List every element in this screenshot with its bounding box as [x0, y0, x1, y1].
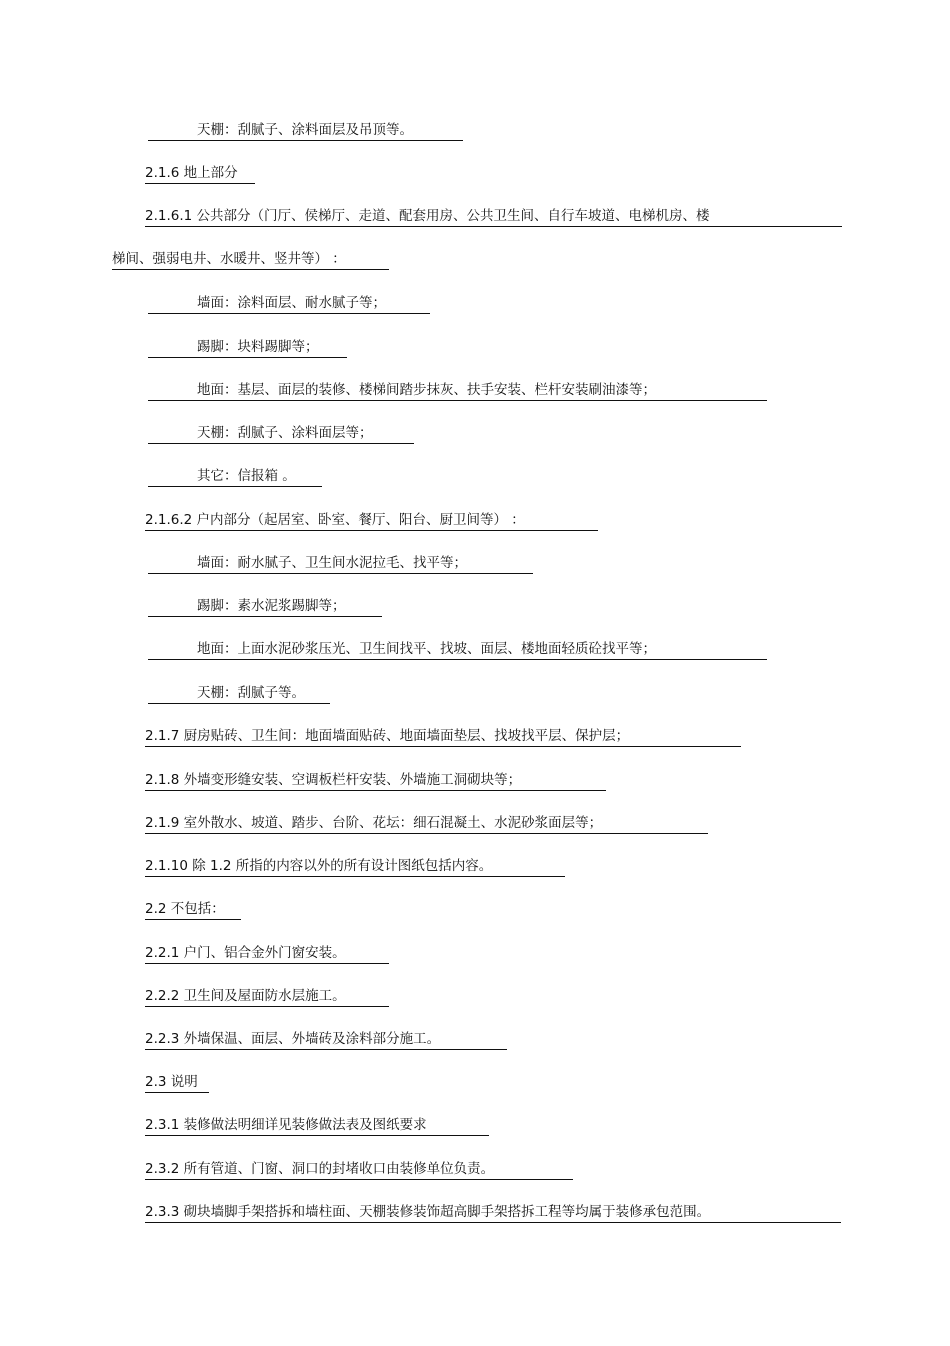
text-line: 2.2.1 户门、铝合金外门窗安装。 [145, 944, 389, 964]
text-line: 2.3.2 所有管道、门窗、洞口的封堵收口由装修单位负责。 [145, 1160, 573, 1180]
section-heading: 2.3 说明 [145, 1073, 209, 1093]
text-line: 墙面：耐水腻子、卫生间水泥拉毛、找平等； [148, 554, 533, 574]
text-line: 2.1.9 室外散水、坡道、踏步、台阶、花坛：细石混凝土、水泥砂浆面层等； [145, 814, 708, 834]
text-line: 踢脚：素水泥浆踢脚等； [148, 597, 382, 617]
text-line: 2.3.3 砌块墙脚手架搭拆和墙柱面、天棚装修装饰超高脚手架搭拆工程等均属于装修承包范围。 [145, 1203, 841, 1223]
text-line: 天棚：刮腻子等。 [148, 684, 330, 704]
section-heading: 2.1.6 地上部分 [145, 164, 255, 184]
text-line: 地面：基层、面层的装修、楼梯间踏步抹灰、扶手安装、栏杆安装刷油漆等； [148, 381, 767, 401]
text-line: 地面：上面水泥砂浆压光、卫生间找平、找坡、面层、楼地面轻质砼找平等； [148, 640, 767, 660]
text-line: 2.1.10 除 1.2 所指的内容以外的所有设计图纸包括内容。 [145, 857, 565, 877]
text-line: 2.1.6.1 公共部分（门厅、侯梯厅、走道、配套用房、公共卫生间、自行车坡道、电梯机房、楼 [145, 207, 842, 227]
text-line: 2.2.3 外墙保温、面层、外墙砖及涂料部分施工。 [145, 1030, 507, 1050]
text-line: 墙面：涂料面层、耐水腻子等； [148, 294, 430, 314]
section-heading: 2.2 不包括： [145, 900, 241, 920]
text-line: 其它：信报箱 。 [148, 467, 322, 487]
text-line: 梯间、强弱电井、水暖井、竖井等） ： [112, 250, 389, 270]
text-line: 2.1.8 外墙变形缝安装、空调板栏杆安装、外墙施工洞砌块等； [145, 771, 606, 791]
text-line: 天棚：刮腻子、涂料面层等； [148, 424, 414, 444]
text-line: 2.1.6.2 户内部分（起居室、卧室、餐厅、阳台、厨卫间等） ： [145, 511, 598, 531]
text-line: 2.3.1 装修做法明细详见装修做法表及图纸要求 [145, 1116, 489, 1136]
text-line: 2.2.2 卫生间及屋面防水层施工。 [145, 987, 389, 1007]
text-line: 踢脚：块料踢脚等； [148, 338, 347, 358]
text-line: 天棚：刮腻子、涂料面层及吊顶等。 [148, 121, 463, 141]
text-line: 2.1.7 厨房贴砖、卫生间：地面墙面贴砖、地面墙面垫层、找坡找平层、保护层； [145, 727, 741, 747]
